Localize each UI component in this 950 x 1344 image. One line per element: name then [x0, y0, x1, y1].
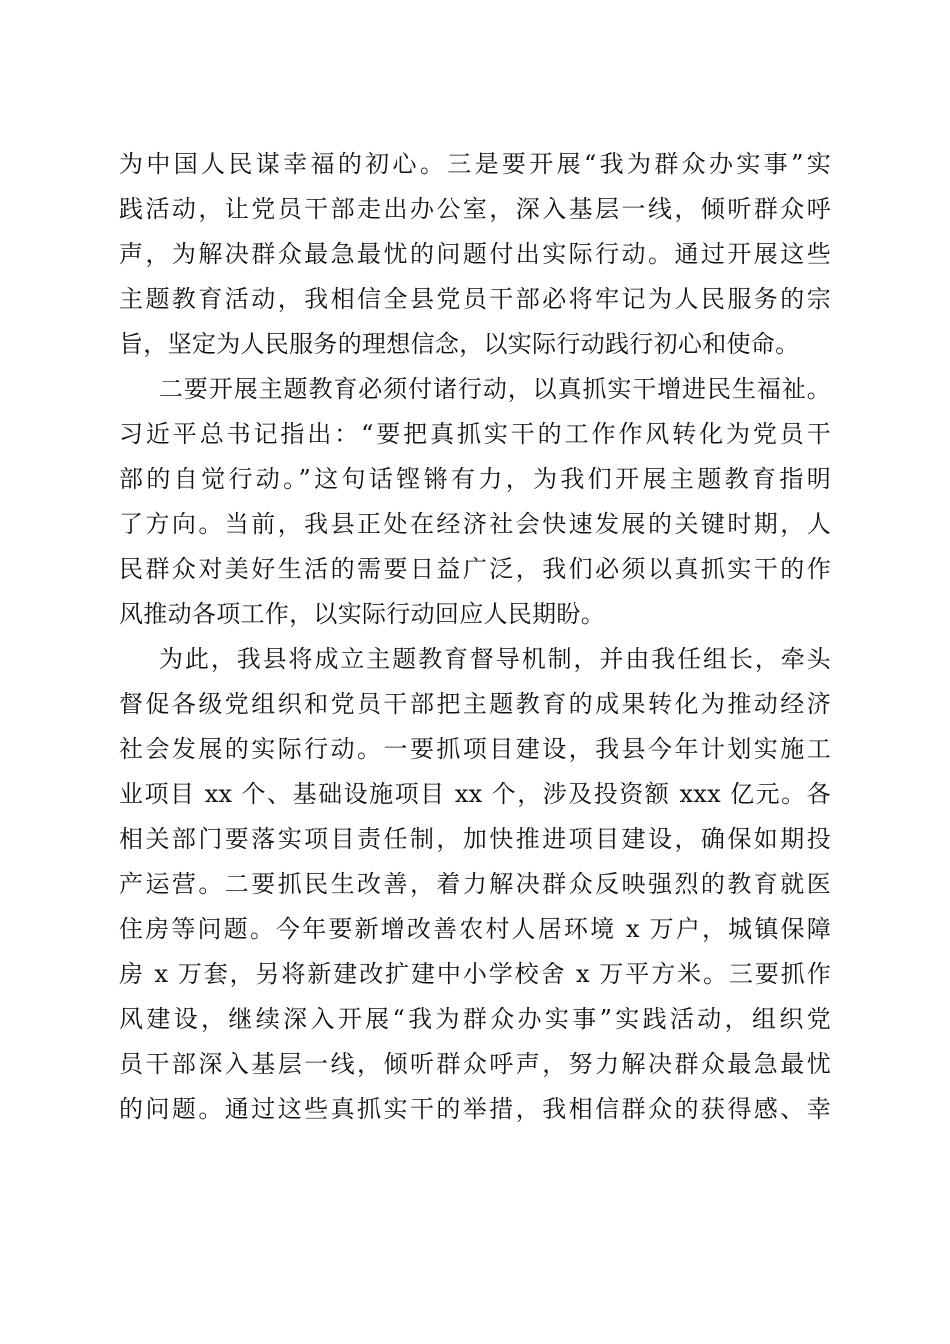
text-line: 声，为解决群众最急最忧的问题付出实际行动。通过开展这些 [119, 240, 831, 268]
text-line: 住房等问题。今年要新增改善农村人居环境 x 万户，城镇保障 [119, 915, 831, 943]
text-line: 部的自觉行动。”这句话铿锵有力，为我们开展主题教育指明 [119, 465, 831, 493]
text-line: 风建设，继续深入开展“我为群众办实事”实践活动，组织党 [119, 1005, 831, 1033]
text-line: 践活动，让党员干部走出办公室，深入基层一线，倾听群众呼 [119, 195, 831, 223]
text-line: 民群众对美好生活的需要日益广泛，我们必须以真抓实干的作 [119, 555, 831, 583]
text-line: 了方向。当前，我县正处在经济社会快速发展的关键时期，人 [119, 510, 831, 538]
text-line: 习近平总书记指出：“要把真抓实干的工作作风转化为党员干 [119, 420, 831, 448]
text-line: 相关部门要落实项目责任制，加快推进项目建设，确保如期投 [119, 825, 831, 853]
body-text [119, 142, 831, 1132]
text-line: 的问题。通过这些真抓实干的举措，我相信群众的获得感、幸 [119, 1095, 831, 1123]
text-line: 风推动各项工作，以实际行动回应人民期盼。 [119, 600, 605, 628]
paragraph-start-line: 为此，我县将成立主题教育督导机制，并由我任组长，牵头 [159, 645, 831, 673]
text-line: 主题教育活动，我相信全县党员干部必将牢记为人民服务的宗 [119, 285, 831, 313]
text-line: 产运营。二要抓民生改善，着力解决群众反映强烈的教育就医 [119, 870, 831, 898]
text-line: 督促各级党组织和党员干部把主题教育的成果转化为推动经济 [119, 690, 831, 718]
text-line: 旨，坚定为人民服务的理想信念，以实际行动践行初心和使命。 [119, 330, 800, 358]
text-line: 社会发展的实际行动。一要抓项目建设，我县今年计划实施工 [119, 735, 831, 763]
text-line: 员干部深入基层一线，倾听群众呼声，努力解决群众最急最忧 [119, 1050, 831, 1078]
text-line: 房 x 万套，另将新建改扩建中小学校舍 x 万平方米。三要抓作 [119, 960, 831, 988]
paragraph-start-line: 二要开展主题教育必须付诸行动，以真抓实干增进民生福祉。 [159, 375, 831, 403]
text-line: 业项目 xx 个、基础设施项目 xx 个，涉及投资额 xxx 亿元。各 [119, 780, 831, 808]
text-line: 为中国人民谋幸福的初心。三是要开展“我为群众办实事”实 [119, 150, 831, 178]
